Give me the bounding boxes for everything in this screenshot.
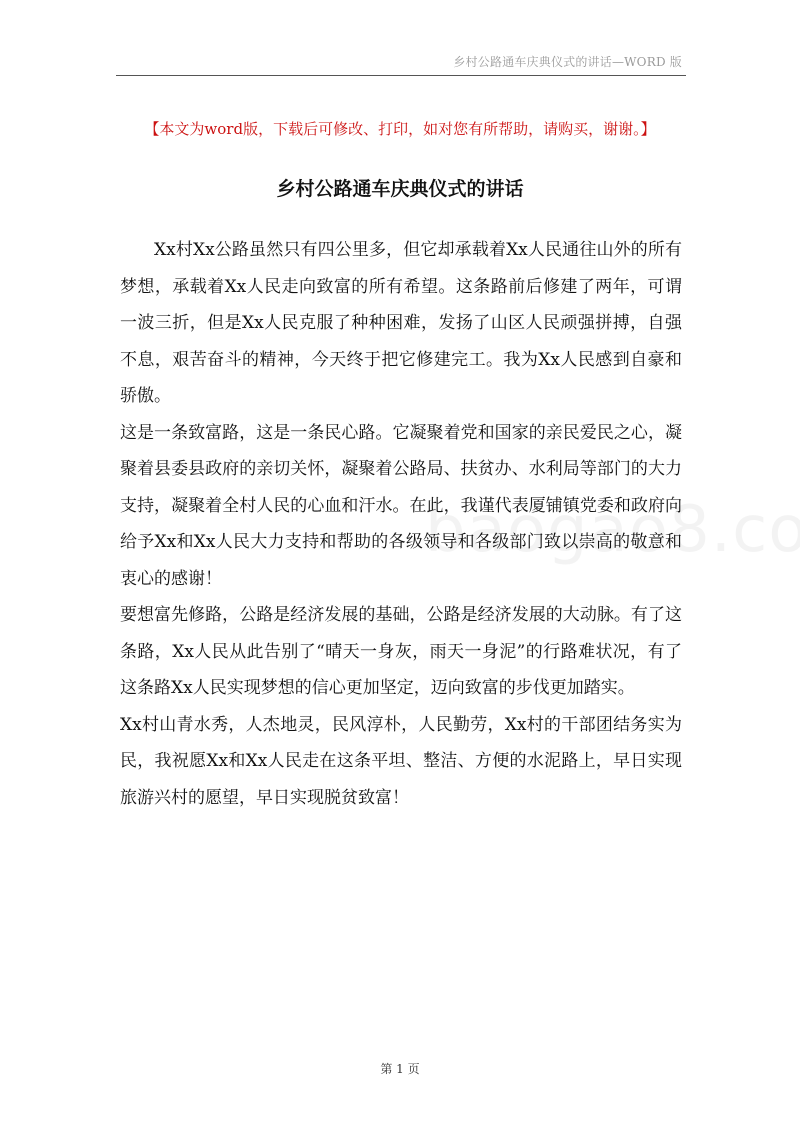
document-title: 乡村公路通车庆典仪式的讲话 — [276, 178, 524, 200]
paragraph-1: Xx村Xx公路虽然只有四公里多，但它却承载着Xx人民通往山外的所有梦想，承载着Xx人民走向致富的所有希望。这条路前后修建了两年，可谓一波三折，但是Xx人民克服了种种困难，发扬了山区人民顽强拼搏，自强不息，艰苦奋斗的精神，今天终于把它修建完工。我为Xx人民感到自豪和骄傲。 — [120, 240, 682, 406]
page-number: 第 1 页 — [380, 1062, 420, 1076]
paragraph-2: 这是一条致富路，这是一条民心路。它凝聚着党和国家的亲民爱民之心，凝聚着县委县政府的亲切关怀，凝聚着公路局、扶贫办、水利局等部门的大力支持，凝聚着全村人民的心血和汗水。在此，我谨代表厦铺镇党委和政府向给予Xx和Xx人民大力支持和帮助的各级领导和各级部门致以崇高的敬意和衷心的感谢！ — [120, 422, 682, 589]
paragraph-4: Xx村山青水秀，人杰地灵，民风淳朴，人民勤劳，Xx村的干部团结务实为民，我祝愿Xx和Xx人民走在这条平坦、整洁、方便的水泥路上，早日实现旅游兴村的愿望，早日实现脱贫致富！ — [120, 714, 682, 808]
download-notice: 【本文为word版，下载后可修改、打印，如对您有所帮助，请购买，谢谢。】 — [144, 120, 656, 138]
document-body — [120, 232, 682, 816]
header-divider — [116, 75, 686, 76]
running-header: 乡村公路通车庆典仪式的讲话—WORD 版 — [453, 55, 682, 69]
paragraph-3: 要想富先修路，公路是经济发展的基础，公路是经济发展的大动脉。有了这条路，Xx人民从此告别了“晴天一身灰，雨天一身泥”的行路难状况，有了这条路Xx人民实现梦想的信心更加坚定，迈向致富的步伐更加踏实。 — [120, 605, 682, 698]
